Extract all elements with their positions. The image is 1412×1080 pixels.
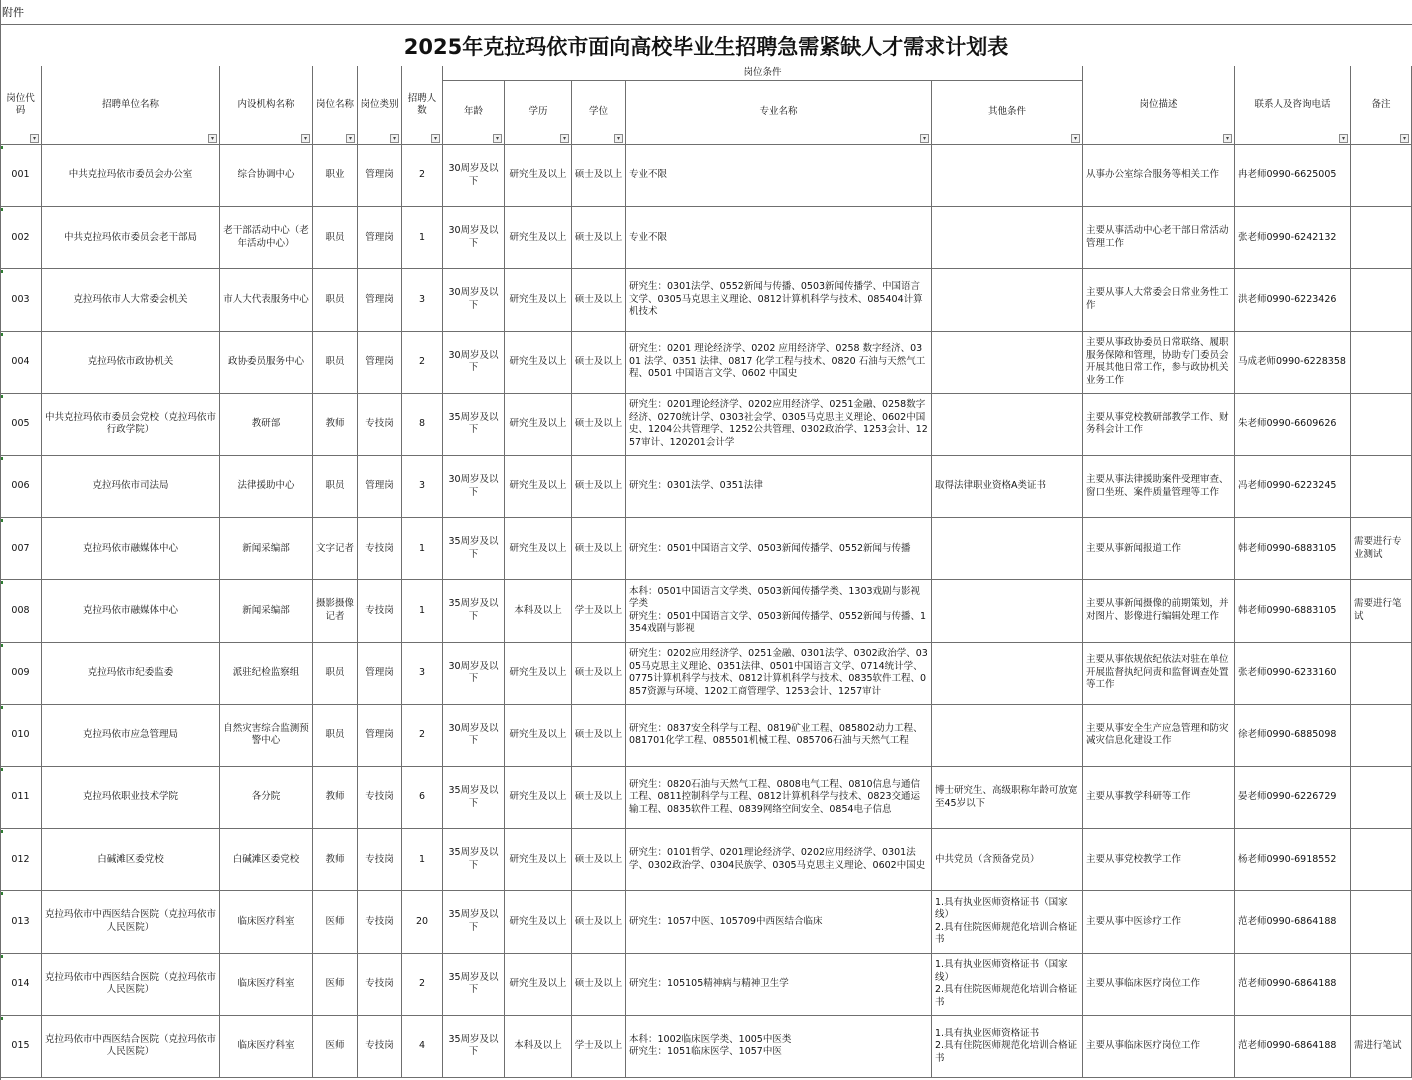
table-cell-dept: 法律援助中心	[220, 456, 313, 518]
table-cell-other	[932, 580, 1083, 642]
table-cell-age: 30周岁及以下	[443, 456, 505, 518]
table-cell-unit: 克拉玛依职业技术学院	[42, 767, 220, 829]
table-cell-dept: 市人大代表服务中心	[220, 269, 313, 331]
table-cell-code: 003	[0, 269, 42, 331]
table-cell-deg: 硕士及以上	[572, 767, 626, 829]
table-cell-edu: 研究生及以上	[505, 767, 572, 829]
table-cell-code: 005	[0, 394, 42, 456]
table-cell-desc: 主要从事政协委员日常联络、履职服务保障和管理，协助专门委员会开展其他日常工作，参与政协机关业务工作	[1083, 332, 1235, 394]
table-cell-edu: 研究生及以上	[505, 207, 572, 269]
table-cell-dept: 临床医疗科室	[220, 891, 313, 953]
table-cell-age: 30周岁及以下	[443, 207, 505, 269]
table-cell-contact: 范老师0990-6864188	[1235, 954, 1351, 1016]
table-cell-dept: 临床医疗科室	[220, 954, 313, 1016]
row-marker	[0, 208, 3, 211]
table-cell-dept: 教研部	[220, 394, 313, 456]
table-cell-cat: 管理岗	[358, 207, 402, 269]
table-cell-contact: 冯老师0990-6223245	[1235, 456, 1351, 518]
table-cell-code: 007	[0, 518, 42, 580]
table-cell-desc: 主要从事依规依纪依法对驻在单位开展监督执纪问责和监督调查处置等工作	[1083, 643, 1235, 705]
page-title: 2025年克拉玛依市面向高校毕业生招聘急需紧缺人才需求计划表	[0, 24, 1412, 68]
table-cell-age: 30周岁及以下	[443, 145, 505, 207]
table-cell-cat: 管理岗	[358, 332, 402, 394]
table-cell-unit: 克拉玛依市纪委监委	[42, 643, 220, 705]
table-cell-edu: 研究生及以上	[505, 145, 572, 207]
header-contact: 联系人及咨询电话 ▾	[1235, 66, 1351, 145]
table-cell-major: 研究生：0201 理论经济学、0202 应用经济学、0258 数字经济、0301 法学、0351 法律、0817 化学工程与技术、0820 石油与天然气工程、0501 中国语言文学、0602 中国史	[626, 332, 932, 394]
row-marker	[0, 270, 3, 273]
table-cell-edu: 研究生及以上	[505, 705, 572, 767]
table-cell-post: 摄影摄像记者	[313, 580, 358, 642]
table-cell-age: 35周岁及以下	[443, 767, 505, 829]
table-cell-post: 文字记者	[313, 518, 358, 580]
table-cell-dept: 老干部活动中心（老年活动中心）	[220, 207, 313, 269]
table-cell-desc: 主要从事中医诊疗工作	[1083, 891, 1235, 953]
table-cell-unit: 克拉玛依市中西医结合医院（克拉玛依市人民医院）	[42, 954, 220, 1016]
table-cell-deg: 硕士及以上	[572, 145, 626, 207]
table-cell-major: 专业不限	[626, 145, 932, 207]
table-cell-cat: 管理岗	[358, 643, 402, 705]
filter-dropdown-desc-icon[interactable]: ▾	[1223, 134, 1232, 143]
filter-dropdown-note-icon[interactable]: ▾	[1400, 134, 1409, 143]
table-cell-contact: 范老师0990-6864188	[1235, 891, 1351, 953]
table-cell-post: 职员	[313, 643, 358, 705]
table-cell-other: 取得法律职业资格A类证书	[932, 456, 1083, 518]
table-cell-note	[1351, 145, 1412, 207]
table-cell-deg: 硕士及以上	[572, 207, 626, 269]
table-cell-edu: 本科及以上	[505, 580, 572, 642]
table-cell-contact: 洪老师0990-6223426	[1235, 269, 1351, 331]
table-cell-code: 008	[0, 580, 42, 642]
row-marker	[0, 146, 3, 149]
table-cell-contact: 马成老师0990-6228358	[1235, 332, 1351, 394]
table-cell-num: 1	[402, 207, 443, 269]
table-cell-num: 2	[402, 954, 443, 1016]
filter-dropdown-dept-icon[interactable]: ▾	[301, 134, 310, 143]
table-cell-age: 30周岁及以下	[443, 643, 505, 705]
table-cell-edu: 研究生及以上	[505, 332, 572, 394]
table-cell-deg: 硕士及以上	[572, 643, 626, 705]
table-cell-post: 教师	[313, 394, 358, 456]
table-cell-other	[932, 332, 1083, 394]
table-cell-post: 职员	[313, 269, 358, 331]
filter-dropdown-num-icon[interactable]: ▾	[431, 134, 440, 143]
table-cell-unit: 白碱滩区委党校	[42, 829, 220, 891]
table-cell-major: 专业不限	[626, 207, 932, 269]
table-cell-deg: 硕士及以上	[572, 456, 626, 518]
header-age: 年龄 ▾	[443, 81, 505, 145]
table-cell-desc: 主要从事法律援助案件受理审查、窗口坐班、案件质量管理等工作	[1083, 456, 1235, 518]
table-cell-major: 研究生：0101哲学、0201理论经济学、0202应用经济学、0301法学、0302政治学、0304民族学、0305马克思主义理论、0602中国史	[626, 829, 932, 891]
table-cell-note	[1351, 332, 1412, 394]
annex-label: 附件	[2, 6, 24, 19]
table-cell-note: 需要进行笔试	[1351, 580, 1412, 642]
table-cell-other: 中共党员（含预备党员）	[932, 829, 1083, 891]
table-cell-post: 教师	[313, 829, 358, 891]
header-dept: 内设机构名称 ▾	[220, 66, 313, 145]
table-cell-major: 本科：1002临床医学类、1005中医类 研究生：1051临床医学、1057中医	[626, 1016, 932, 1078]
row-marker	[0, 333, 3, 336]
table-cell-other: 博士研究生、高级职称年龄可放宽至45岁以下	[932, 767, 1083, 829]
table-cell-unit: 中共克拉玛依市委员会老干部局	[42, 207, 220, 269]
filter-dropdown-deg-icon[interactable]: ▾	[614, 134, 623, 143]
table-cell-contact: 韩老师0990-6883105	[1235, 580, 1351, 642]
table-cell-note	[1351, 954, 1412, 1016]
filter-dropdown-post-icon[interactable]: ▾	[346, 134, 355, 143]
table-cell-desc: 主要从事临床医疗岗位工作	[1083, 1016, 1235, 1078]
table-cell-edu: 研究生及以上	[505, 891, 572, 953]
row-marker	[0, 581, 3, 584]
table-cell-post: 职业	[313, 145, 358, 207]
table-cell-contact: 朱老师0990-6609626	[1235, 394, 1351, 456]
header-other: 其他条件 ▾	[932, 81, 1083, 145]
table-cell-desc: 主要从事临床医疗岗位工作	[1083, 954, 1235, 1016]
table-cell-code: 012	[0, 829, 42, 891]
table-cell-deg: 学士及以上	[572, 1016, 626, 1078]
table-cell-major: 研究生：0301法学、0552新闻与传播、0503新闻传播学、中国语言文学、0305马克思主义理论、0812计算机科学与技术、085404计算机技术	[626, 269, 932, 331]
table-cell-major: 研究生：105105精神病与精神卫生学	[626, 954, 932, 1016]
table-cell-other	[932, 705, 1083, 767]
table-cell-major: 研究生：0202应用经济学、0251金融、0301法学、0302政治学、0305马克思主义理论、0351法律、0501中国语言文学、0714统计学、0775计算机科学与技术、0812计算机科学与技术、0835软件工程、0857资源与环境、1202工商管理学、1253会计、1257审计	[626, 643, 932, 705]
header-edu: 学历 ▾	[505, 81, 572, 145]
table-cell-num: 1	[402, 580, 443, 642]
table-cell-post: 医师	[313, 954, 358, 1016]
table-cell-post: 职员	[313, 456, 358, 518]
table-cell-deg: 硕士及以上	[572, 954, 626, 1016]
filter-dropdown-other-icon[interactable]: ▾	[1071, 134, 1080, 143]
table-cell-age: 35周岁及以下	[443, 954, 505, 1016]
table-cell-note	[1351, 269, 1412, 331]
table-cell-other	[932, 518, 1083, 580]
table-cell-dept: 政协委员服务中心	[220, 332, 313, 394]
table-cell-deg: 硕士及以上	[572, 332, 626, 394]
table-cell-dept: 白碱滩区委党校	[220, 829, 313, 891]
table-cell-unit: 中共克拉玛依市委员会办公室	[42, 145, 220, 207]
table-cell-other	[932, 394, 1083, 456]
table-cell-desc: 主要从事教学科研等工作	[1083, 767, 1235, 829]
table-cell-deg: 硕士及以上	[572, 518, 626, 580]
table-cell-desc: 从事办公室综合服务等相关工作	[1083, 145, 1235, 207]
table-cell-major: 研究生：0201理论经济学、0202应用经济学、0251金融、0258数字经济、0270统计学、0303社会学、0305马克思主义理论、0602中国史、1204公共管理学、1252公共管理、0302政治学、1253会计、1257审计、120201会计学	[626, 394, 932, 456]
table-cell-edu: 研究生及以上	[505, 954, 572, 1016]
header-post: 岗位名称 ▾	[313, 66, 358, 145]
table-cell-dept: 新闻采编部	[220, 518, 313, 580]
table-cell-unit: 克拉玛依市中西医结合医院（克拉玛依市人民医院）	[42, 891, 220, 953]
header-unit: 招聘单位名称 ▾	[42, 66, 220, 145]
table-cell-other: 1.具有执业医师资格证书 2.具有住院医师规范化培训合格证书	[932, 1016, 1083, 1078]
table-cell-num: 1	[402, 518, 443, 580]
table-cell-age: 35周岁及以下	[443, 580, 505, 642]
table-cell-code: 013	[0, 891, 42, 953]
filter-dropdown-code-icon[interactable]: ▾	[30, 134, 39, 143]
table-cell-cat: 专技岗	[358, 767, 402, 829]
header-cat: 岗位类别 ▾	[358, 66, 402, 145]
filter-dropdown-contact-icon[interactable]: ▾	[1339, 134, 1348, 143]
table-cell-deg: 硕士及以上	[572, 394, 626, 456]
header-major: 专业名称 ▾	[626, 81, 932, 145]
table-cell-note	[1351, 456, 1412, 518]
row-marker	[0, 457, 3, 460]
table-cell-code: 002	[0, 207, 42, 269]
table-cell-unit: 克拉玛依市政协机关	[42, 332, 220, 394]
table-cell-num: 4	[402, 1016, 443, 1078]
table-cell-deg: 硕士及以上	[572, 829, 626, 891]
row-marker	[0, 706, 3, 709]
table-cell-num: 2	[402, 705, 443, 767]
table-cell-note	[1351, 643, 1412, 705]
table-cell-unit: 克拉玛依市中西医结合医院（克拉玛依市人民医院）	[42, 1016, 220, 1078]
row-marker	[0, 395, 3, 398]
table-cell-code: 014	[0, 954, 42, 1016]
table-cell-other: 1.具有执业医师资格证书（国家线） 2.具有住院医师规范化培训合格证书	[932, 954, 1083, 1016]
table-cell-age: 30周岁及以下	[443, 705, 505, 767]
table-cell-edu: 研究生及以上	[505, 643, 572, 705]
table-cell-other	[932, 207, 1083, 269]
filter-dropdown-cat-icon[interactable]: ▾	[390, 134, 399, 143]
table-cell-other	[932, 145, 1083, 207]
table-cell-desc: 主要从事新闻摄像的前期策划，并对图片、影像进行编辑处理工作	[1083, 580, 1235, 642]
table-cell-code: 001	[0, 145, 42, 207]
row-marker	[0, 955, 3, 958]
header-code: 岗位代码 ▾	[0, 66, 42, 145]
table-cell-other: 1.具有执业医师资格证书（国家线） 2.具有住院医师规范化培训合格证书	[932, 891, 1083, 953]
table-cell-cat: 管理岗	[358, 145, 402, 207]
table-cell-num: 3	[402, 269, 443, 331]
header-conditions: 岗位条件	[443, 66, 1083, 81]
table-cell-dept: 各分院	[220, 767, 313, 829]
table-cell-cat: 专技岗	[358, 1016, 402, 1078]
table-cell-dept: 自然灾害综合监测预警中心	[220, 705, 313, 767]
table-cell-edu: 研究生及以上	[505, 518, 572, 580]
table-cell-dept: 新闻采编部	[220, 580, 313, 642]
table-cell-desc: 主要从事党校教研部教学工作、财务科会计工作	[1083, 394, 1235, 456]
table-cell-edu: 研究生及以上	[505, 269, 572, 331]
table-cell-num: 6	[402, 767, 443, 829]
row-marker	[0, 1017, 3, 1020]
table-cell-cat: 专技岗	[358, 829, 402, 891]
table-cell-deg: 硕士及以上	[572, 891, 626, 953]
table-cell-unit: 克拉玛依市应急管理局	[42, 705, 220, 767]
table-cell-cat: 管理岗	[358, 269, 402, 331]
header-desc: 岗位描述 ▾	[1083, 66, 1235, 145]
table-cell-note	[1351, 394, 1412, 456]
table-cell-code: 010	[0, 705, 42, 767]
table-cell-major: 研究生：0820石油与天然气工程、0808电气工程、0810信息与通信工程、0811控制科学与工程、0812计算机科学与技术、0823交通运输工程、0835软件工程、0839网络空间安全、0854电子信息	[626, 767, 932, 829]
table-cell-contact: 张老师0990-6242132	[1235, 207, 1351, 269]
table-cell-age: 35周岁及以下	[443, 1016, 505, 1078]
table-cell-deg: 硕士及以上	[572, 269, 626, 331]
table-cell-dept: 派驻纪检监察组	[220, 643, 313, 705]
table-cell-major: 研究生：1057中医、105709中西医结合临床	[626, 891, 932, 953]
table-cell-contact: 张老师0990-6233160	[1235, 643, 1351, 705]
table-cell-other	[932, 643, 1083, 705]
table-cell-post: 职员	[313, 207, 358, 269]
table-cell-cat: 专技岗	[358, 394, 402, 456]
table-cell-unit: 克拉玛依市融媒体中心	[42, 518, 220, 580]
table-cell-note: 需进行笔试	[1351, 1016, 1412, 1078]
table-cell-code: 009	[0, 643, 42, 705]
table-cell-major: 研究生：0301法学、0351法律	[626, 456, 932, 518]
table-cell-post: 职员	[313, 705, 358, 767]
table-cell-contact: 杨老师0990-6918552	[1235, 829, 1351, 891]
table-cell-deg: 硕士及以上	[572, 705, 626, 767]
table-cell-age: 35周岁及以下	[443, 394, 505, 456]
header-deg: 学位 ▾	[572, 81, 626, 145]
table-cell-note	[1351, 207, 1412, 269]
table-cell-unit: 克拉玛依市融媒体中心	[42, 580, 220, 642]
table-cell-age: 30周岁及以下	[443, 269, 505, 331]
table-cell-cat: 专技岗	[358, 580, 402, 642]
row-marker	[0, 892, 3, 895]
row-marker	[0, 644, 3, 647]
table-cell-contact: 晏老师0990-6226729	[1235, 767, 1351, 829]
table-cell-age: 30周岁及以下	[443, 332, 505, 394]
table-cell-num: 20	[402, 891, 443, 953]
table-cell-contact: 韩老师0990-6883105	[1235, 518, 1351, 580]
table-cell-desc: 主要从事党校教学工作	[1083, 829, 1235, 891]
table-cell-note	[1351, 705, 1412, 767]
filter-dropdown-age-icon[interactable]: ▾	[493, 134, 502, 143]
table-cell-major: 研究生：0501中国语言文学、0503新闻传播学、0552新闻与传播	[626, 518, 932, 580]
table-cell-unit: 中共克拉玛依市委员会党校（克拉玛依市行政学院）	[42, 394, 220, 456]
table-cell-num: 8	[402, 394, 443, 456]
table-cell-note	[1351, 829, 1412, 891]
table-cell-contact: 徐老师0990-6885098	[1235, 705, 1351, 767]
table-cell-unit: 克拉玛依市司法局	[42, 456, 220, 518]
table-cell-code: 006	[0, 456, 42, 518]
table-cell-edu: 研究生及以上	[505, 394, 572, 456]
table-cell-contact: 冉老师0990-6625005	[1235, 145, 1351, 207]
table-cell-major: 研究生：0837安全科学与工程、0819矿业工程、085802动力工程、081701化学工程、085501机械工程、085706石油与天然气工程	[626, 705, 932, 767]
table-cell-cat: 管理岗	[358, 456, 402, 518]
table-cell-code: 015	[0, 1016, 42, 1078]
table-cell-deg: 学士及以上	[572, 580, 626, 642]
table-cell-note	[1351, 891, 1412, 953]
header-num: 招聘人数 ▾	[402, 66, 443, 145]
row-marker	[0, 768, 3, 771]
row-marker	[0, 830, 3, 833]
header-note: 备注 ▾	[1351, 66, 1412, 145]
table-cell-note: 需要进行专业测试	[1351, 518, 1412, 580]
table-cell-post: 教师	[313, 767, 358, 829]
table-cell-edu: 研究生及以上	[505, 456, 572, 518]
row-marker	[0, 519, 3, 522]
filter-dropdown-edu-icon[interactable]: ▾	[560, 134, 569, 143]
filter-dropdown-major-icon[interactable]: ▾	[920, 134, 929, 143]
table-cell-code: 011	[0, 767, 42, 829]
table-cell-age: 35周岁及以下	[443, 891, 505, 953]
table-cell-post: 职员	[313, 332, 358, 394]
table-cell-code: 004	[0, 332, 42, 394]
table-cell-edu: 研究生及以上	[505, 829, 572, 891]
table-cell-desc: 主要从事安全生产应急管理和防灾减灾信息化建设工作	[1083, 705, 1235, 767]
table-cell-edu: 本科及以上	[505, 1016, 572, 1078]
table-cell-age: 35周岁及以下	[443, 829, 505, 891]
table-cell-major: 本科：0501中国语言文学类、0503新闻传播学类、1303戏剧与影视学类 研究生：0501中国语言文学、0503新闻传播学、0552新闻与传播、1354戏剧与影视	[626, 580, 932, 642]
table-cell-note	[1351, 767, 1412, 829]
table-cell-cat: 专技岗	[358, 954, 402, 1016]
table-cell-post: 医师	[313, 1016, 358, 1078]
table-cell-num: 2	[402, 332, 443, 394]
table-cell-post: 医师	[313, 891, 358, 953]
table-cell-contact: 范老师0990-6864188	[1235, 1016, 1351, 1078]
table-cell-desc: 主要从事新闻报道工作	[1083, 518, 1235, 580]
table-cell-num: 1	[402, 829, 443, 891]
table-cell-num: 2	[402, 145, 443, 207]
table-cell-dept: 综合协调中心	[220, 145, 313, 207]
table-cell-unit: 克拉玛依市人大常委会机关	[42, 269, 220, 331]
table-cell-num: 3	[402, 456, 443, 518]
table-cell-cat: 专技岗	[358, 891, 402, 953]
table-cell-desc: 主要从事活动中心老干部日常活动管理工作	[1083, 207, 1235, 269]
filter-dropdown-unit-icon[interactable]: ▾	[208, 134, 217, 143]
table-cell-desc: 主要从事人大常委会日常业务性工作	[1083, 269, 1235, 331]
table-cell-cat: 专技岗	[358, 518, 402, 580]
table-cell-other	[932, 269, 1083, 331]
table-cell-age: 35周岁及以下	[443, 518, 505, 580]
table-cell-dept: 临床医疗科室	[220, 1016, 313, 1078]
table-cell-num: 3	[402, 643, 443, 705]
table-cell-cat: 管理岗	[358, 705, 402, 767]
